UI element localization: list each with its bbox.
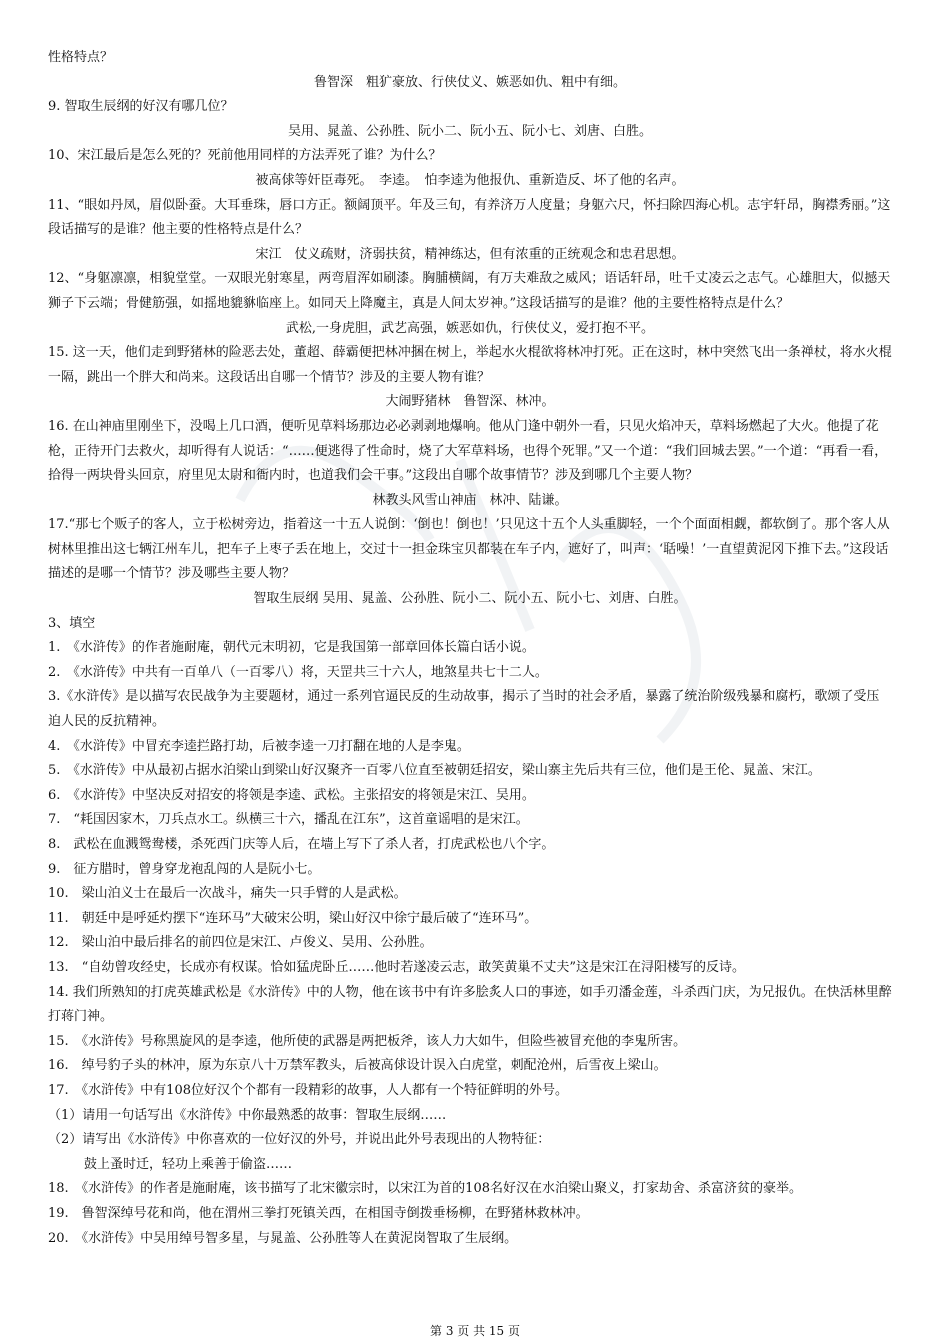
text-line: 性格特点？ <box>48 50 114 65</box>
text-line: 14. 我们所熟知的打虎英雄武松是《水浒传》中的人物，他在该书中有许多脍炙人口的事迹，如手刃潘金莲，斗杀西门庆，为兄报仇。在快活林里醉打蒋门神。 <box>48 984 892 1025</box>
text-line: 5. 《水浒传》中从最初占据水泊梁山到梁山好汉聚齐一百零八位直至被朝廷招安，梁山寨主先后共有三位，他们是王伦、晁盖、宋江。 <box>48 763 821 779</box>
answer-line: 吴用、晁盖、公孙胜、阮小二、阮小五、阮小七、刘唐、白胜。 <box>287 123 652 139</box>
answer-line: 宋江 仗义疏财，济弱扶贫，精神练达，但有浓重的正统观念和忠君思想。 <box>255 246 685 262</box>
text-line: 11、“眼如丹凤，眉似卧蚕。大耳垂珠，唇口方正。额阔顶平。年及三旬，有养济万人度量；身躯六尺，怀扫除四海心机。志宇轩昂，胸襟秀丽。”这段话描写的是谁？他主要的性格特点是什么？ <box>48 197 891 238</box>
text-line: 8. 武松在血溅鸳鸯楼，杀死西门庆等人后，在墙上写下了杀人者，打虎武松也八个字。 <box>48 837 555 852</box>
text-line: 9. 智取生辰纲的好汉有哪几位？ <box>48 99 234 115</box>
text-line: 17.“那七个贩子的客人，立于松树旁边，指着这一十五人说倒：‘倒也！倒也！’只见这十五个人头重脚轻，一个个面面相觑，都软倒了。那个客人从树林里推出这七辆江州车儿，把车子上枣子丢在地上，交过十一担金珠宝贝都装在车子内，遮好了，叫声：‘聒噪！’一直望黄泥冈下推下去。”这段话描述的是哪一个情节？涉及哪些主要人物？ <box>48 517 890 582</box>
text-line: 16. 绰号豹子头的林冲，原为东京八十万禁军教头，后被高俅设计误入白虎堂，刺配沧州，后雪夜上梁山。 <box>48 1058 667 1074</box>
answer-line: 被高俅等奸臣毒死。 李逵。 怕李逵为他报仇、重新造反、坏了他的名声。 <box>255 172 685 188</box>
text-line: 3、填空 <box>48 615 96 631</box>
text-line: 20. 《水浒传》中吴用绰号智多星，与晁盖、公孙胜等人在黄泥岗智取了生辰纲。 <box>48 1230 518 1246</box>
text-line: 3.《水浒传》是以描写农民战争为主要题材，通过一系列官逼民反的生动故事，揭示了当时的社会矛盾，暴露了统治阶级残暴和腐朽，歌颂了受压迫人民的反抗精神。 <box>48 689 880 730</box>
answer-line: 大闹野猪林 鲁智深、林冲。 <box>385 394 555 410</box>
text-line: 18. 《水浒传》的作者是施耐庵，该书描写了北宋徽宗时，以宋江为首的108名好汉在水泊梁山聚义，打家劫舍、杀富济贫的豪举。 <box>48 1181 802 1197</box>
answer-line: 武松,一身虎胆，武艺高强，嫉恶如仇，行侠仗义，爱打抱不平。 <box>285 320 655 336</box>
text-line: 1. 《水浒传》的作者施耐庵，朝代元末明初，它是我国第一部章回体长篇白话小说。 <box>48 640 535 656</box>
text-line: 10. 梁山泊义士在最后一次战斗，痛失一只手臂的人是武松。 <box>48 886 407 902</box>
text-line: 17. 《水浒传》中有108位好汉个个都有一段精彩的故事，人人都有一个特征鲜明的外号。 <box>48 1082 568 1098</box>
text-line: 7. “耗国因家木，刀兵点水工。纵横三十六，播乱在江东”，这首童谣唱的是宋江。 <box>48 812 529 828</box>
answer-line: 鲁智深 粗犷豪放、行侠仗义、嫉恶如仇、粗中有细。 <box>313 74 626 90</box>
text-line: 12、“身躯凛凛，相貌堂堂。一双眼光射寒星，两弯眉浑如刷漆。胸脯横阔，有万夫难敌之威风；语话轩昂，吐千丈凌云之志气。心雄胆大，似撼天狮子下云端；骨健筋强，如摇地貔貅临座上。如同天上降魔主，真是人间太岁神。”这段话描写的是谁？他的主要性格特点是什么？ <box>48 271 891 311</box>
document-body <box>48 46 892 1251</box>
text-line: 16. 在山神庙里刚坐下，没喝上几口酒，便听见草料场那边必必剥剥地爆响。他从门逢中朝外一看，只见火焰冲天，草料场燃起了大火。他提了花枪，正待开门去救火，却听得有人说话：“……便逃得了性命时，烧了大军草料场，也得个死罪。”又一个道：“我们回城去罢。”一个道：“再看一看，拾得一两块骨头回京，府里见太尉和衙内时，也道我们会干事。”这段出自哪个故事情节？涉及到哪几个主要人物？ <box>48 418 888 484</box>
page-number: 第 3 页 共 15 页 <box>430 1324 520 1338</box>
text-line: 4. 《水浒传》中冒充李逵拦路打劫，后被李逵一刀打翻在地的人是李鬼。 <box>48 738 470 754</box>
text-line: 15. 这一天，他们走到野猪林的险恶去处，董超、薛霸便把林冲捆在树上，举起水火棍欲将林冲打死。正在这时，林中突然飞出一条禅杖，将水火棍一隔，跳出一个胖大和尚来。这段话出自哪一个情节？涉及的主要人物有谁？ <box>48 345 892 385</box>
text-line: 9. 征方腊时，曾身穿龙袍乱闯的人是阮小七。 <box>48 861 321 877</box>
text-line: 15. 《水浒传》号称黑旋风的是李逵，他所使的武器是两把板斧，该人力大如牛，但险些被冒充他的李鬼所害。 <box>48 1033 687 1049</box>
text-line: （1）请用一句话写出《水浒传》中你最熟悉的故事：智取生辰纲…… <box>48 1107 447 1123</box>
text-line: 2. 《水浒传》中共有一百单八（一百零八）将，天罡共三十六人，地煞星共七十二人。 <box>48 664 548 680</box>
text-line: 10、宋江最后是怎么死的？死前他用同样的方法弄死了谁？为什么？ <box>48 148 442 164</box>
text-line: 11. 朝廷中是呼延灼摆下“连环马”大破宋公明，梁山好汉中徐宁最后破了“连环马”。 <box>48 910 538 926</box>
text-line: 鼓上蚤时迁，轻功上乘善于偷盗…… <box>84 1156 293 1172</box>
answer-line: 智取生辰纲 吴用、晁盖、公孙胜、阮小二、阮小五、阮小七、刘唐、白胜。 <box>253 591 687 607</box>
text-line: 12. 梁山泊中最后排名的前四位是宋江、卢俊义、吴用、公孙胜。 <box>48 935 433 951</box>
text-line: （2）请写出《水浒传》中你喜欢的一位好汉的外号，并说出此外号表现出的人物特征： <box>48 1132 551 1148</box>
text-line: 6. 《水浒传》中坚决反对招安的将领是李逵、武松。主张招安的将领是宋江、吴用。 <box>48 787 535 803</box>
text-line: 13. “自幼曾攻经史，长成亦有权谋。恰如猛虎卧丘……他时若遂凌云志，敢笑黄巢不丈夫”这是宋江在浔阳楼写的反诗。 <box>48 959 745 975</box>
answer-line: 林教头风雪山神庙 林冲、陆谦。 <box>372 492 568 508</box>
text-line: 19. 鲁智深绰号花和尚，他在渭州三拳打死镇关西，在相国寺倒拨垂杨柳，在野猪林救林冲。 <box>48 1205 589 1221</box>
